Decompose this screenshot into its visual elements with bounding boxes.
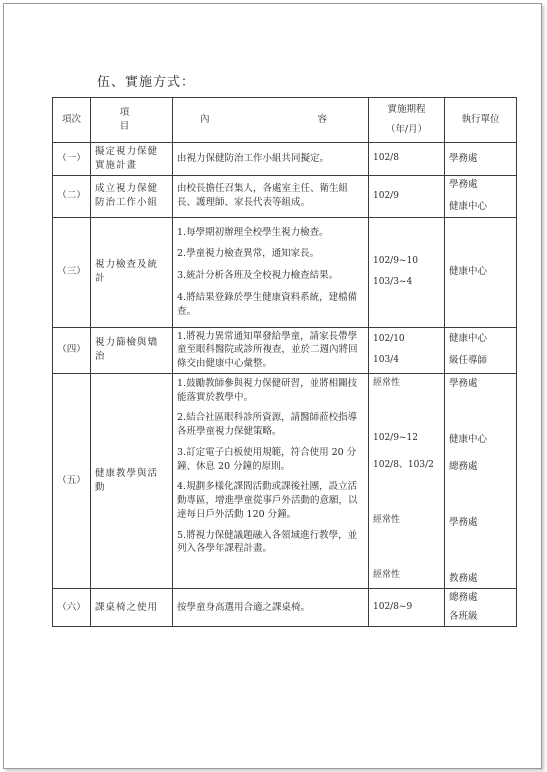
unit-line: 級任導師	[449, 355, 488, 367]
implementation-table	[52, 97, 517, 627]
table-row	[53, 217, 517, 327]
row-period	[369, 327, 445, 373]
row-item: 視力篩檢與矯治	[91, 327, 173, 373]
unit-line: 各班級	[449, 611, 478, 623]
row-unit: 學務處	[445, 143, 517, 176]
row-period: 102/9	[369, 175, 445, 217]
period-line: 102/9~10	[373, 255, 418, 266]
content-line: 按學童身高選用合適之課桌椅。	[177, 601, 311, 613]
unit-line: 健康中心	[449, 333, 488, 345]
unit-line: 總務處	[449, 461, 478, 473]
row-period	[369, 217, 445, 327]
row-item: 課桌椅之使用	[91, 588, 173, 627]
row-unit	[445, 588, 517, 627]
row-item: 擬定視力保健實施計畫	[91, 143, 173, 176]
row-item: 健康教學與活動	[91, 373, 173, 588]
unit-line: 學務處	[449, 517, 478, 529]
content-line: 1.鼓勵教師參與視力保健研習，並將相關技能落實於教學中。	[177, 377, 358, 403]
row-content	[173, 327, 369, 373]
row-content	[173, 143, 369, 176]
row-no: （一）	[53, 143, 91, 176]
content-line: 2.結合社區眼科診所資源，請醫師蒞校指導各班學童視力保健策略。	[177, 412, 358, 438]
row-unit	[445, 175, 517, 217]
unit-line: 學務處	[449, 179, 478, 191]
header-item: 項 目	[91, 98, 173, 143]
row-no: （三）	[53, 217, 91, 327]
table-row	[53, 327, 517, 373]
content-line: 1.每學期初辦理全校學生視力檢查。	[177, 226, 329, 238]
content-line: 2.學童視力檢查異常，通知家長。	[177, 248, 320, 260]
row-item: 成立視力保健防治工作小組	[91, 175, 173, 217]
unit-line: 健康中心	[449, 433, 488, 445]
table-row	[53, 373, 517, 588]
period-line: 經常性	[373, 570, 401, 581]
row-no: （五）	[53, 373, 91, 588]
unit-line: 總務處	[449, 591, 478, 603]
row-content	[173, 588, 369, 627]
period-line: 103/4	[373, 355, 399, 366]
content-line: 1.將視力異常通知單發給學童，請家長帶學童至眼科醫院或診所複查，並於二週內將回條交由健康中心彙整。	[177, 330, 358, 370]
header-unit: 執行單位	[445, 98, 517, 143]
table-row	[53, 588, 517, 627]
table-header-row	[53, 98, 517, 143]
row-content	[173, 373, 369, 588]
row-unit	[445, 373, 517, 588]
header-content: 內 容	[173, 98, 369, 143]
period-line: 經常性	[373, 377, 401, 388]
unit-line: 教務處	[449, 572, 478, 584]
content-line: 4.將結果登錄於學生健康資料系統，建檔備查。	[177, 291, 358, 317]
row-period	[369, 373, 445, 588]
content-line: 5.將視力保健議題融入各領域進行教學，並列入各學年課程計畫。	[177, 529, 358, 555]
row-item: 視力檢查及統計	[91, 217, 173, 327]
content-line: 由視力保健防治工作小組共同擬定。	[177, 152, 330, 164]
header-period-line1: 實施期程	[387, 104, 426, 116]
row-period: 102/8~9	[369, 588, 445, 627]
row-period: 102/8	[369, 143, 445, 176]
section-heading: 伍、實施方式：	[97, 75, 196, 90]
header-period-line2: （年/月）	[385, 124, 428, 135]
period-line: 102/9~12	[373, 432, 418, 443]
period-line: 103/3~4	[373, 277, 413, 288]
table-row	[53, 175, 517, 217]
content-line: 3.統計分析各班及全校視力檢查結果。	[177, 270, 339, 282]
content-line: 3.訂定電子白板使用規範，符合使用 20 分鐘、休息 20 分鐘的原則。	[177, 446, 357, 472]
row-no: （二）	[53, 175, 91, 217]
header-period	[369, 98, 445, 143]
content-line: 由校長擔任召集人，各處室主任、衛生組長、護理師、家長代表等組成。	[177, 183, 349, 209]
row-unit: 健康中心	[445, 217, 517, 327]
period-line: 經常性	[373, 514, 401, 525]
period-line: 102/10	[373, 334, 405, 345]
unit-line: 學務處	[449, 377, 478, 389]
row-content	[173, 217, 369, 327]
row-unit	[445, 327, 517, 373]
row-content	[173, 175, 369, 217]
unit-line: 健康中心	[449, 201, 488, 213]
header-no: 項次	[53, 98, 91, 143]
period-line: 102/8、103/2	[373, 459, 434, 470]
row-no: （四）	[53, 327, 91, 373]
row-no: （六）	[53, 588, 91, 627]
table-row	[53, 143, 517, 176]
content-line: 4.規劃多樣化課間活動或課後社團，設立活動專區，增進學童從事戶外活動的意願，以達每日戶外活動 120 分鐘。	[177, 481, 358, 520]
